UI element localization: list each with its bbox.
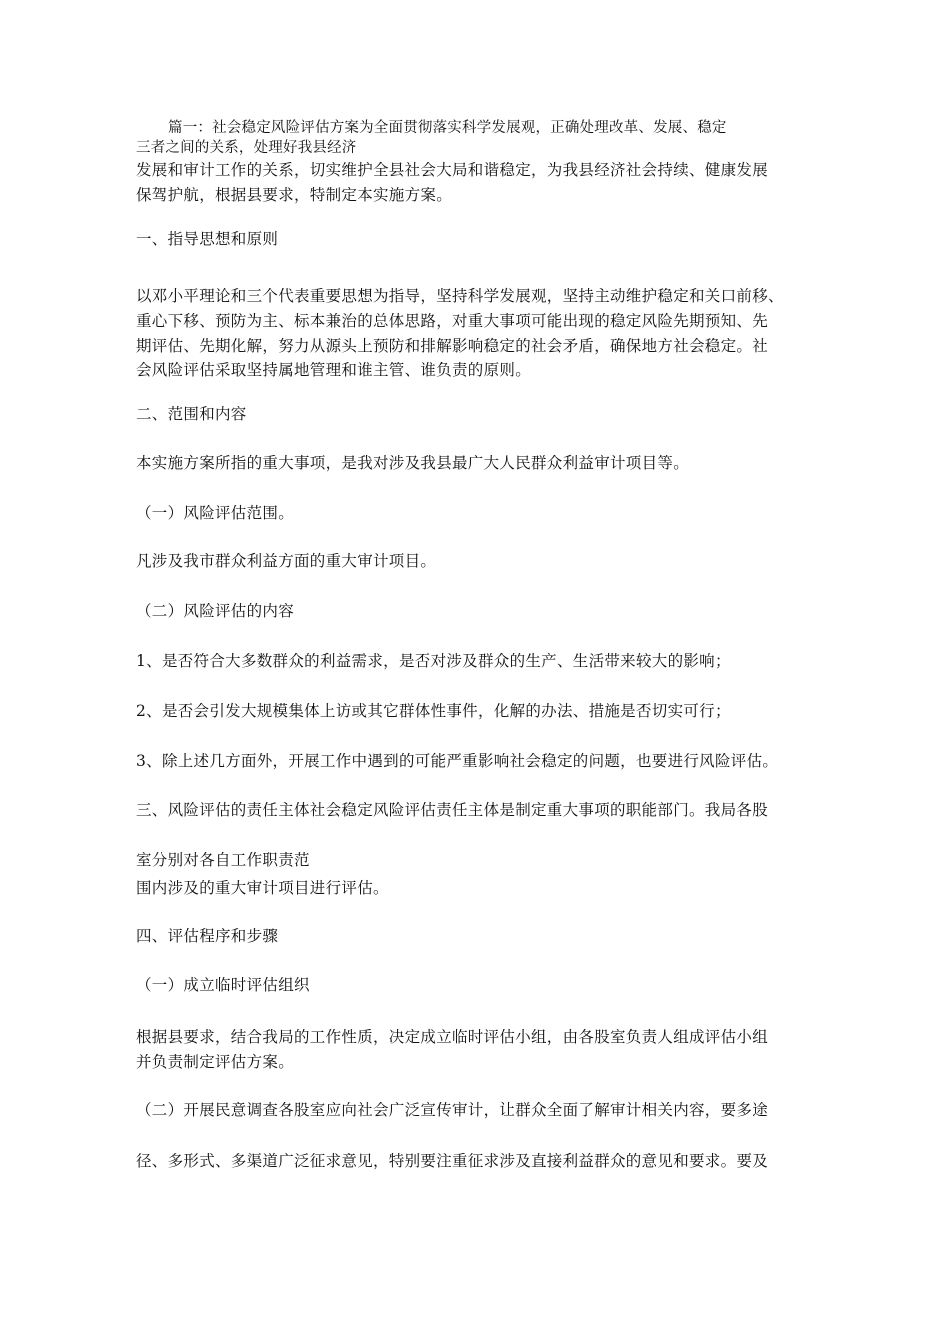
text-line: 本实施方案所指的重大事项，是我对涉及我县最广大人民群众利益审计项目等。 [136, 454, 690, 472]
text-line: 根据县要求，结合我局的工作性质，决定成立临时评估小组，由各股室负责人组成评估小组 [136, 1028, 769, 1046]
text-line: 1、是否符合大多数群众的利益需求，是否对涉及群众的生产、生活带来较大的影响； [136, 652, 731, 670]
text-line: 室分别对各自工作职责范 [136, 851, 310, 869]
text-line: 篇一：社会稳定风险评估方案为全面贯彻落实科学发展观，正确处理改革、发展、稳定 [168, 120, 727, 136]
text-line: 并负责制定评估方案。 [136, 1053, 295, 1071]
text-line: 三者之间的关系，处理好我县经济 [136, 140, 357, 156]
text-line: 重心下移、预防为主、标本兼治的总体思路，对重大事项可能出现的稳定风险先期预知、先 [136, 312, 769, 330]
text-line: 以邓小平理论和三个代表重要思想为指导，坚持科学发展观，坚持主动维护稳定和关口前移、 [136, 287, 784, 305]
text-line: （二）开展民意调查各股室应向社会广泛宣传审计，让群众全面了解审计相关内容，要多途 [136, 1101, 769, 1119]
section-heading: 四、评估程序和步骤 [136, 927, 279, 945]
text-line: 围内涉及的重大审计项目进行评估。 [136, 879, 389, 897]
text-line: 2、是否会引发大规模集体上访或其它群体性事件，化解的办法、措施是否切实可行； [136, 702, 731, 720]
text-line: 径、多形式、多渠道广泛征求意见，特别要注重征求涉及直接利益群众的意见和要求。要及 [136, 1152, 769, 1170]
section-heading: 一、指导思想和原则 [136, 230, 279, 248]
text-line: 发展和审计工作的关系，切实维护全县社会大局和谐稳定，为我县经济社会持续、健康发展 [136, 161, 769, 179]
text-line: 凡涉及我市群众利益方面的重大审计项目。 [136, 552, 437, 570]
subsection-heading: （一）风险评估范围。 [136, 504, 295, 522]
subsection-heading: （一）成立临时评估组织 [136, 976, 310, 994]
section-heading: 二、范围和内容 [136, 405, 247, 423]
text-line: 保驾护航，根据县要求，特制定本实施方案。 [136, 186, 453, 204]
section-heading: 三、风险评估的责任主体社会稳定风险评估责任主体是制定重大事项的职能部门。我局各股 [136, 801, 769, 819]
subsection-heading: （二）风险评估的内容 [136, 602, 295, 620]
text-line: 会风险评估采取坚持属地管理和谁主管、谁负责的原则。 [136, 361, 532, 379]
text-line: 期评估、先期化解，努力从源头上预防和排解影响稳定的社会矛盾，确保地方社会稳定。社 [136, 337, 769, 355]
text-line: 3、除上述几方面外，开展工作中遇到的可能严重影响社会稳定的问题，也要进行风险评估。 [136, 752, 779, 770]
